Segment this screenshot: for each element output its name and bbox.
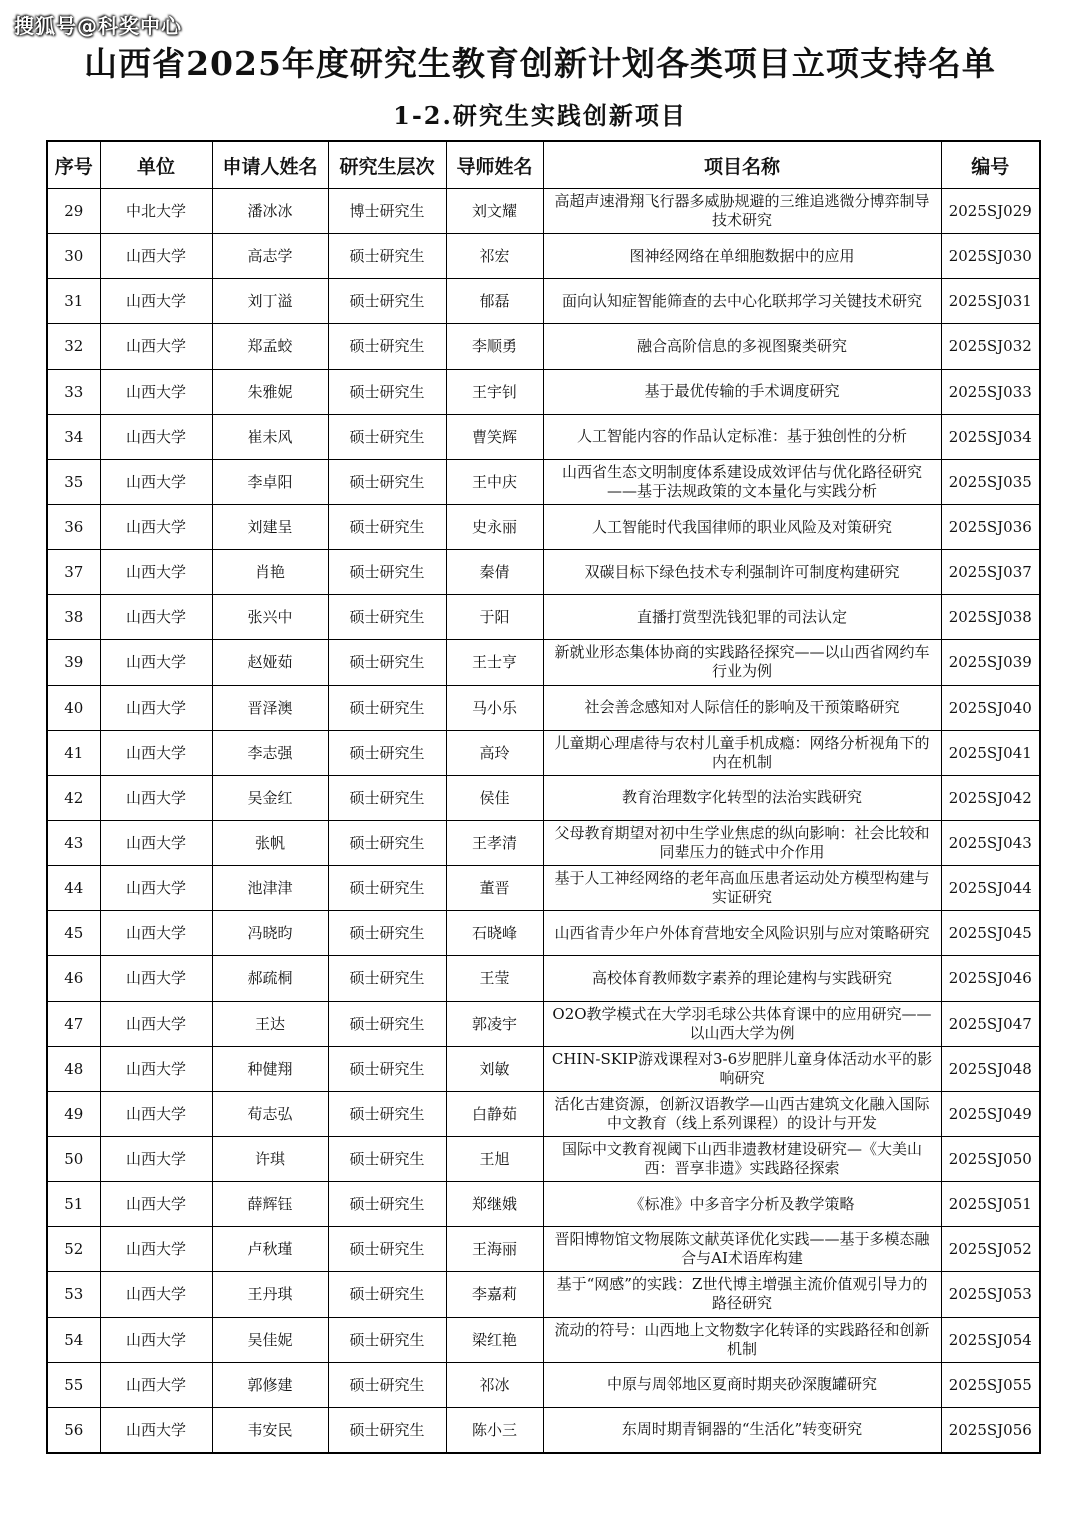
- level-cell: 硕士研究生: [328, 369, 446, 414]
- applicant-cell: 刘丁溢: [212, 279, 328, 324]
- applicant-cell: 韦安民: [212, 1407, 328, 1453]
- applicant-cell: 荀志弘: [212, 1091, 328, 1136]
- advisor-cell: 王宇钊: [446, 369, 543, 414]
- code-cell: 2025SJ036: [941, 504, 1040, 549]
- applicant-cell: 王丹琪: [212, 1272, 328, 1317]
- table-row: [47, 685, 1040, 730]
- index-cell: 32: [47, 324, 100, 369]
- project-name-cell: 图神经网络在单细胞数据中的应用: [543, 234, 941, 279]
- project-name-cell: 儿童期心理虐待与农村儿童手机成瘾：网络分析视角下的内在机制: [543, 730, 941, 775]
- code-cell: 2025SJ046: [941, 956, 1040, 1001]
- unit-cell: 山西大学: [100, 911, 212, 956]
- code-cell: 2025SJ030: [941, 234, 1040, 279]
- applicant-cell: 张帆: [212, 820, 328, 865]
- code-cell: 2025SJ044: [941, 866, 1040, 911]
- header-code: 编号: [941, 141, 1040, 189]
- index-cell: 47: [47, 1001, 100, 1046]
- level-cell: 硕士研究生: [328, 459, 446, 504]
- advisor-cell: 陈小三: [446, 1407, 543, 1453]
- unit-cell: 山西大学: [100, 775, 212, 820]
- index-cell: 49: [47, 1091, 100, 1136]
- level-cell: 硕士研究生: [328, 866, 446, 911]
- table-row: [47, 775, 1040, 820]
- applicant-cell: 朱雅妮: [212, 369, 328, 414]
- project-name-cell: 基于最优传输的手术调度研究: [543, 369, 941, 414]
- project-name-cell: 中原与周邻地区夏商时期夹砂深腹罐研究: [543, 1362, 941, 1407]
- table-row: [47, 234, 1040, 279]
- project-name-cell: CHIN-SKIP游戏课程对3-6岁肥胖儿童身体活动水平的影响研究: [543, 1046, 941, 1091]
- advisor-cell: 董晋: [446, 866, 543, 911]
- index-cell: 50: [47, 1136, 100, 1181]
- table-row: [47, 459, 1040, 504]
- index-cell: 43: [47, 820, 100, 865]
- table-row: [47, 1001, 1040, 1046]
- table-row: [47, 1136, 1040, 1181]
- applicant-cell: 肖艳: [212, 550, 328, 595]
- project-name-cell: 东周时期青铜器的“生活化”转变研究: [543, 1407, 941, 1453]
- unit-cell: 山西大学: [100, 1407, 212, 1453]
- advisor-cell: 祁宏: [446, 234, 543, 279]
- applicant-cell: 潘冰冰: [212, 189, 328, 234]
- advisor-cell: 李顺勇: [446, 324, 543, 369]
- applicant-cell: 李卓阳: [212, 459, 328, 504]
- level-cell: 硕士研究生: [328, 595, 446, 640]
- index-cell: 31: [47, 279, 100, 324]
- applicant-cell: 冯晓昀: [212, 911, 328, 956]
- unit-cell: 山西大学: [100, 1362, 212, 1407]
- project-name-cell: 双碳目标下绿色技术专利强制许可制度构建研究: [543, 550, 941, 595]
- advisor-cell: 史永丽: [446, 504, 543, 549]
- table-row: [47, 595, 1040, 640]
- advisor-cell: 侯佳: [446, 775, 543, 820]
- advisor-cell: 马小乐: [446, 685, 543, 730]
- index-cell: 34: [47, 414, 100, 459]
- code-cell: 2025SJ040: [941, 685, 1040, 730]
- header-unit: 单位: [100, 141, 212, 189]
- project-name-cell: 人工智能时代我国律师的职业风险及对策研究: [543, 504, 941, 549]
- table-row: [47, 550, 1040, 595]
- index-cell: 52: [47, 1227, 100, 1272]
- applicant-cell: 李志强: [212, 730, 328, 775]
- index-cell: 44: [47, 866, 100, 911]
- advisor-cell: 郭凌宇: [446, 1001, 543, 1046]
- level-cell: 硕士研究生: [328, 414, 446, 459]
- index-cell: 35: [47, 459, 100, 504]
- unit-cell: 山西大学: [100, 459, 212, 504]
- code-cell: 2025SJ031: [941, 279, 1040, 324]
- applicant-cell: 卢秋瑾: [212, 1227, 328, 1272]
- project-name-cell: 直播打赏型洗钱犯罪的司法认定: [543, 595, 941, 640]
- code-cell: 2025SJ043: [941, 820, 1040, 865]
- index-cell: 38: [47, 595, 100, 640]
- unit-cell: 山西大学: [100, 414, 212, 459]
- project-name-cell: 《标准》中多音字分析及教学策略: [543, 1182, 941, 1227]
- unit-cell: 山西大学: [100, 550, 212, 595]
- table-row: [47, 820, 1040, 865]
- table-row: [47, 1046, 1040, 1091]
- table-row: [47, 189, 1040, 234]
- applicant-cell: 高志学: [212, 234, 328, 279]
- level-cell: 硕士研究生: [328, 1046, 446, 1091]
- unit-cell: 山西大学: [100, 1272, 212, 1317]
- table-row: [47, 324, 1040, 369]
- table-header-row: [47, 141, 1040, 189]
- header-project-name: 项目名称: [543, 141, 941, 189]
- header-applicant: 申请人姓名: [212, 141, 328, 189]
- index-cell: 29: [47, 189, 100, 234]
- table-row: [47, 279, 1040, 324]
- table-row: [47, 369, 1040, 414]
- project-name-cell: 山西省青少年户外体育营地安全风险识别与应对策略研究: [543, 911, 941, 956]
- code-cell: 2025SJ051: [941, 1182, 1040, 1227]
- applicant-cell: 郭修建: [212, 1362, 328, 1407]
- advisor-cell: 王中庆: [446, 459, 543, 504]
- level-cell: 硕士研究生: [328, 956, 446, 1001]
- unit-cell: 山西大学: [100, 820, 212, 865]
- code-cell: 2025SJ029: [941, 189, 1040, 234]
- level-cell: 硕士研究生: [328, 911, 446, 956]
- unit-cell: 山西大学: [100, 685, 212, 730]
- applicant-cell: 池津津: [212, 866, 328, 911]
- unit-cell: 山西大学: [100, 640, 212, 685]
- header-index: 序号: [47, 141, 100, 189]
- project-name-cell: 高校体育教师数字素养的理论建构与实践研究: [543, 956, 941, 1001]
- advisor-cell: 梁红艳: [446, 1317, 543, 1362]
- advisor-cell: 李嘉莉: [446, 1272, 543, 1317]
- applicant-cell: 吴金红: [212, 775, 328, 820]
- unit-cell: 山西大学: [100, 1182, 212, 1227]
- applicant-cell: 崔未风: [212, 414, 328, 459]
- advisor-cell: 王士亨: [446, 640, 543, 685]
- index-cell: 48: [47, 1046, 100, 1091]
- code-cell: 2025SJ042: [941, 775, 1040, 820]
- index-cell: 54: [47, 1317, 100, 1362]
- applicant-cell: 王达: [212, 1001, 328, 1046]
- level-cell: 硕士研究生: [328, 1136, 446, 1181]
- index-cell: 41: [47, 730, 100, 775]
- project-name-cell: 面向认知症智能筛查的去中心化联邦学习关键技术研究: [543, 279, 941, 324]
- index-cell: 56: [47, 1407, 100, 1453]
- advisor-cell: 王莹: [446, 956, 543, 1001]
- table-row: [47, 1272, 1040, 1317]
- code-cell: 2025SJ032: [941, 324, 1040, 369]
- project-name-cell: 基于人工神经网络的老年高血压患者运动处方模型构建与实证研究: [543, 866, 941, 911]
- unit-cell: 山西大学: [100, 504, 212, 549]
- level-cell: 硕士研究生: [328, 685, 446, 730]
- applicant-cell: 赵娅茹: [212, 640, 328, 685]
- applicant-cell: 郝疏桐: [212, 956, 328, 1001]
- code-cell: 2025SJ052: [941, 1227, 1040, 1272]
- unit-cell: 山西大学: [100, 1001, 212, 1046]
- unit-cell: 山西大学: [100, 1227, 212, 1272]
- watermark: 搜狐号@科奖中心: [14, 14, 182, 38]
- index-cell: 46: [47, 956, 100, 1001]
- index-cell: 51: [47, 1182, 100, 1227]
- table-row: [47, 1182, 1040, 1227]
- level-cell: 硕士研究生: [328, 279, 446, 324]
- applicant-cell: 刘建呈: [212, 504, 328, 549]
- index-cell: 45: [47, 911, 100, 956]
- table-row: [47, 1407, 1040, 1453]
- advisor-cell: 刘敏: [446, 1046, 543, 1091]
- level-cell: 硕士研究生: [328, 775, 446, 820]
- level-cell: 硕士研究生: [328, 1001, 446, 1046]
- table-row: [47, 1362, 1040, 1407]
- applicant-cell: 郑孟蛟: [212, 324, 328, 369]
- project-name-cell: 社会善念感知对人际信任的影响及干预策略研究: [543, 685, 941, 730]
- table-row: [47, 1091, 1040, 1136]
- level-cell: 硕士研究生: [328, 1227, 446, 1272]
- advisor-cell: 郁磊: [446, 279, 543, 324]
- unit-cell: 山西大学: [100, 595, 212, 640]
- level-cell: 硕士研究生: [328, 640, 446, 685]
- level-cell: 硕士研究生: [328, 550, 446, 595]
- applicant-cell: 张兴中: [212, 595, 328, 640]
- code-cell: 2025SJ039: [941, 640, 1040, 685]
- project-name-cell: 高超声速滑翔飞行器多威胁规避的三维追逃微分博弈制导技术研究: [543, 189, 941, 234]
- index-cell: 36: [47, 504, 100, 549]
- index-cell: 40: [47, 685, 100, 730]
- advisor-cell: 王孝清: [446, 820, 543, 865]
- code-cell: 2025SJ049: [941, 1091, 1040, 1136]
- table-row: [47, 504, 1040, 549]
- code-cell: 2025SJ047: [941, 1001, 1040, 1046]
- project-name-cell: 活化古建资源，创新汉语教学—山西古建筑文化融入国际中文教育（线上系列课程）的设计与开发: [543, 1091, 941, 1136]
- index-cell: 33: [47, 369, 100, 414]
- unit-cell: 山西大学: [100, 730, 212, 775]
- code-cell: 2025SJ041: [941, 730, 1040, 775]
- header-level: 研究生层次: [328, 141, 446, 189]
- code-cell: 2025SJ048: [941, 1046, 1040, 1091]
- code-cell: 2025SJ034: [941, 414, 1040, 459]
- level-cell: 硕士研究生: [328, 1317, 446, 1362]
- index-cell: 42: [47, 775, 100, 820]
- project-name-cell: 国际中文教育视阈下山西非遗教材建设研究—《大美山西：晋享非遗》实践路径探索: [543, 1136, 941, 1181]
- project-table: [46, 140, 1041, 1454]
- code-cell: 2025SJ050: [941, 1136, 1040, 1181]
- level-cell: 硕士研究生: [328, 1362, 446, 1407]
- unit-cell: 山西大学: [100, 324, 212, 369]
- index-cell: 53: [47, 1272, 100, 1317]
- advisor-cell: 于阳: [446, 595, 543, 640]
- applicant-cell: 许琪: [212, 1136, 328, 1181]
- level-cell: 硕士研究生: [328, 1407, 446, 1453]
- unit-cell: 山西大学: [100, 956, 212, 1001]
- applicant-cell: 种健翔: [212, 1046, 328, 1091]
- table-row: [47, 1227, 1040, 1272]
- advisor-cell: 王旭: [446, 1136, 543, 1181]
- level-cell: 硕士研究生: [328, 1182, 446, 1227]
- applicant-cell: 吴佳妮: [212, 1317, 328, 1362]
- advisor-cell: 石晓峰: [446, 911, 543, 956]
- table-row: [47, 730, 1040, 775]
- advisor-cell: 白静茹: [446, 1091, 543, 1136]
- level-cell: 硕士研究生: [328, 504, 446, 549]
- unit-cell: 山西大学: [100, 1046, 212, 1091]
- page-subtitle: 1-2.研究生实践创新项目: [393, 101, 687, 130]
- advisor-cell: 刘文耀: [446, 189, 543, 234]
- table-row: [47, 1317, 1040, 1362]
- unit-cell: 山西大学: [100, 369, 212, 414]
- unit-cell: 中北大学: [100, 189, 212, 234]
- code-cell: 2025SJ053: [941, 1272, 1040, 1317]
- project-name-cell: 基于“网感”的实践：Z世代博主增强主流价值观引导力的路径研究: [543, 1272, 941, 1317]
- unit-cell: 山西大学: [100, 1091, 212, 1136]
- unit-cell: 山西大学: [100, 1317, 212, 1362]
- table-row: [47, 866, 1040, 911]
- project-name-cell: 父母教育期望对初中生学业焦虑的纵向影响：社会比较和同辈压力的链式中介作用: [543, 820, 941, 865]
- project-name-cell: O2O教学模式在大学羽毛球公共体育课中的应用研究——以山西大学为例: [543, 1001, 941, 1046]
- index-cell: 30: [47, 234, 100, 279]
- advisor-cell: 郑继娥: [446, 1182, 543, 1227]
- level-cell: 硕士研究生: [328, 234, 446, 279]
- project-name-cell: 教育治理数字化转型的法治实践研究: [543, 775, 941, 820]
- index-cell: 37: [47, 550, 100, 595]
- code-cell: 2025SJ037: [941, 550, 1040, 595]
- page-title: 山西省2025年度研究生教育创新计划各类项目立项支持名单: [84, 44, 996, 83]
- level-cell: 硕士研究生: [328, 1272, 446, 1317]
- project-name-cell: 流动的符号：山西地上文物数字化转译的实践路径和创新机制: [543, 1317, 941, 1362]
- table-row: [47, 640, 1040, 685]
- code-cell: 2025SJ056: [941, 1407, 1040, 1453]
- advisor-cell: 王海丽: [446, 1227, 543, 1272]
- level-cell: 硕士研究生: [328, 730, 446, 775]
- unit-cell: 山西大学: [100, 234, 212, 279]
- level-cell: 硕士研究生: [328, 820, 446, 865]
- level-cell: 硕士研究生: [328, 1091, 446, 1136]
- index-cell: 55: [47, 1362, 100, 1407]
- code-cell: 2025SJ055: [941, 1362, 1040, 1407]
- table-row: [47, 911, 1040, 956]
- project-name-cell: 山西省生态文明制度体系建设成效评估与优化路径研究——基于法规政策的文本量化与实践分析: [543, 459, 941, 504]
- unit-cell: 山西大学: [100, 1136, 212, 1181]
- code-cell: 2025SJ035: [941, 459, 1040, 504]
- applicant-cell: 薛辉钰: [212, 1182, 328, 1227]
- index-cell: 39: [47, 640, 100, 685]
- table-row: [47, 956, 1040, 1001]
- level-cell: 博士研究生: [328, 189, 446, 234]
- project-name-cell: 新就业形态集体协商的实践路径探究——以山西省网约车行业为例: [543, 640, 941, 685]
- advisor-cell: 祁冰: [446, 1362, 543, 1407]
- advisor-cell: 秦倩: [446, 550, 543, 595]
- advisor-cell: 高玲: [446, 730, 543, 775]
- advisor-cell: 曹笑辉: [446, 414, 543, 459]
- applicant-cell: 晋泽澳: [212, 685, 328, 730]
- code-cell: 2025SJ038: [941, 595, 1040, 640]
- level-cell: 硕士研究生: [328, 324, 446, 369]
- unit-cell: 山西大学: [100, 866, 212, 911]
- code-cell: 2025SJ033: [941, 369, 1040, 414]
- project-name-cell: 融合高阶信息的多视图聚类研究: [543, 324, 941, 369]
- header-advisor: 导师姓名: [446, 141, 543, 189]
- project-name-cell: 人工智能内容的作品认定标准：基于独创性的分析: [543, 414, 941, 459]
- table-row: [47, 414, 1040, 459]
- code-cell: 2025SJ054: [941, 1317, 1040, 1362]
- code-cell: 2025SJ045: [941, 911, 1040, 956]
- unit-cell: 山西大学: [100, 279, 212, 324]
- project-name-cell: 晋阳博物馆文物展陈文献英译优化实践——基于多模态融合与AI术语库构建: [543, 1227, 941, 1272]
